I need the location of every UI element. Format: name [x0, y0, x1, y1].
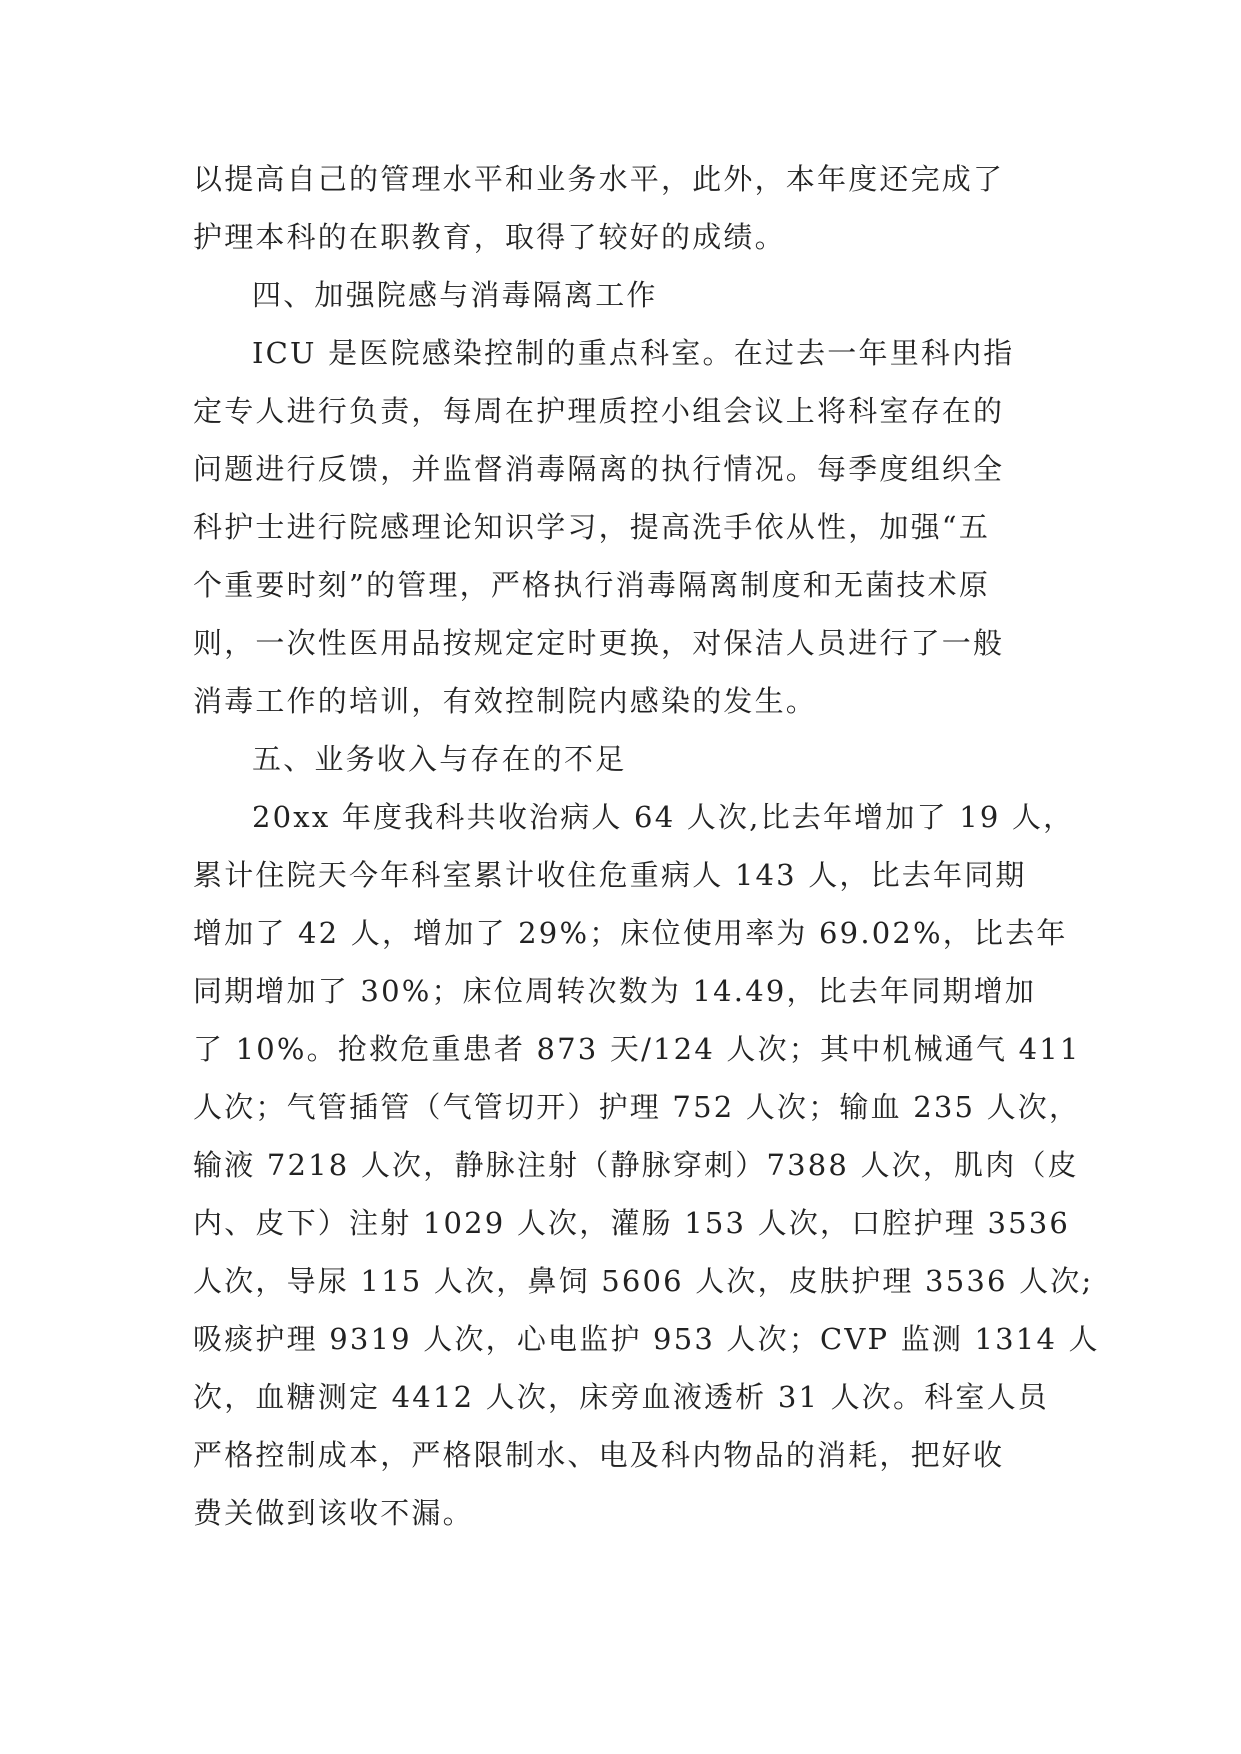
section-heading-four	[193, 266, 1053, 324]
text-line: 费关做到该收不漏。	[193, 1496, 474, 1530]
text-line: 消毒工作的培训，有效控制院内感染的发生。	[193, 684, 818, 718]
text-line: 累计住院天今年科室累计收住危重病人 143 人，比去年同期	[193, 858, 1027, 892]
text-line: 了 10%。抢救危重患者 873 天/124 人次；其中机械通气 411	[193, 1032, 1081, 1066]
document-body	[193, 150, 1100, 1542]
text-line: 护理本科的在职教育，取得了较好的成绩。	[193, 220, 786, 254]
text-line: 内、皮下）注射 1029 人次，灌肠 153 人次，口腔护理 3536	[193, 1206, 1071, 1240]
paragraph-infection-control	[193, 324, 1053, 730]
text-line: ICU 是医院感染控制的重点科室。在过去一年里科内指	[252, 336, 1015, 370]
text-line: 则，一次性医用品按规定定时更换，对保洁人员进行了一般	[193, 626, 1005, 660]
text-line: 人次，导尿 115 人次，鼻饲 5606 人次，皮肤护理 3536 人次;	[193, 1264, 1094, 1298]
section-heading-text: 四、加强院感与消毒隔离工作	[252, 278, 658, 312]
text-line: 科护士进行院感理论知识学习，提高洗手依从性，加强“五	[193, 510, 991, 544]
text-line: 严格控制成本，严格限制水、电及科内物品的消耗，把好收	[193, 1438, 1005, 1472]
text-line: 次，血糖测定 4412 人次，床旁血液透析 31 人次。科室人员	[193, 1380, 1049, 1414]
text-line: 同期增加了 30%；床位周转次数为 14.49，比去年同期增加	[193, 974, 1037, 1008]
text-line: 个重要时刻”的管理，严格执行消毒隔离制度和无菌技术原	[193, 568, 991, 602]
text-line: 增加了 42 人，增加了 29%；床位使用率为 69.02%，比去年	[193, 916, 1068, 950]
text-line: 人次；气管插管（气管切开）护理 752 人次；输血 235 人次，	[193, 1090, 1081, 1124]
paragraph-continuation	[193, 150, 1053, 266]
text-line: 20xx 年度我科共收治病人 64 人次,比去年增加了 19 人，	[252, 800, 1075, 834]
paragraph-statistics	[193, 788, 1100, 1542]
text-line: 以提高自己的管理水平和业务水平，此外，本年度还完成了	[193, 162, 1005, 196]
text-line: 吸痰护理 9319 人次，心电监护 953 人次；CVP 监测 1314 人	[193, 1322, 1100, 1356]
text-line: 输液 7218 人次，静脉注射（静脉穿刺）7388 人次，肌肉（皮	[193, 1148, 1079, 1182]
text-line: 定专人进行负责，每周在护理质控小组会议上将科室存在的	[193, 394, 1005, 428]
text-line: 问题进行反馈，并监督消毒隔离的执行情况。每季度组织全	[193, 452, 1005, 486]
section-heading-five	[193, 730, 1053, 788]
section-heading-text: 五、业务收入与存在的不足	[252, 742, 627, 776]
